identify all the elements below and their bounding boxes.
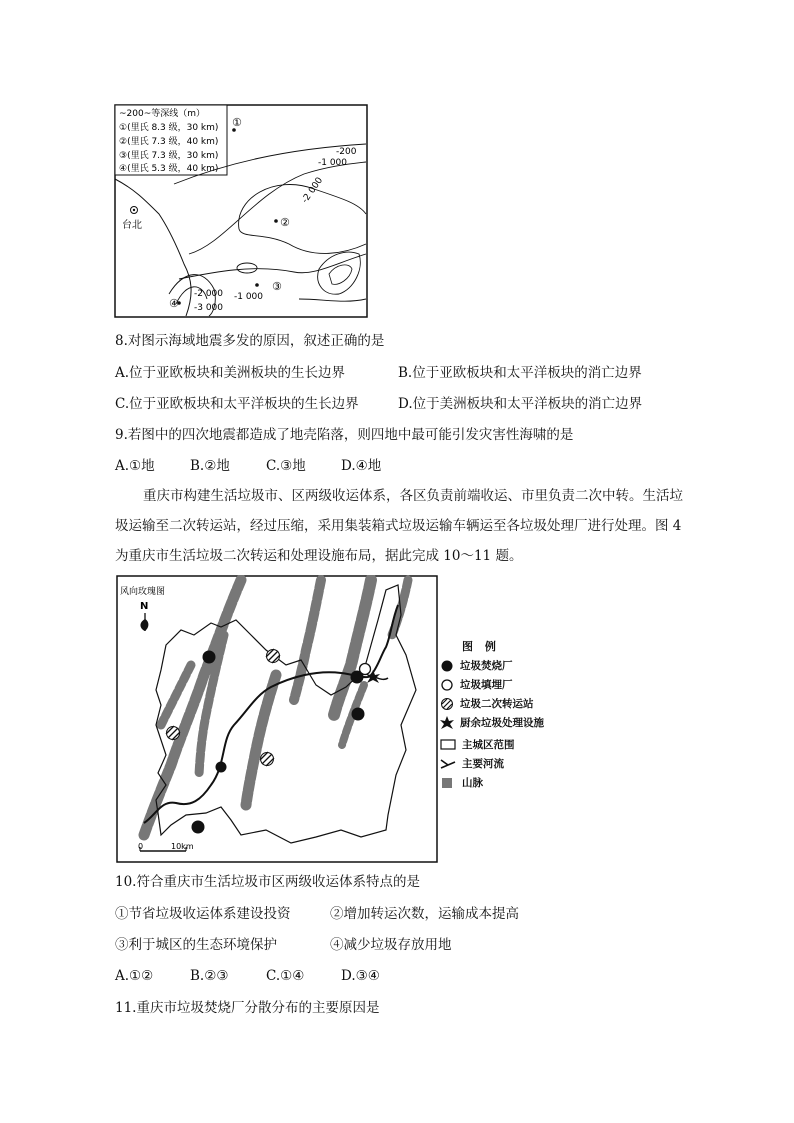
q8-option-b[interactable]: B.位于亚欧板块和太平洋板块的消亡边界	[398, 365, 642, 381]
wind-rose-label: 风向玫瑰图	[120, 587, 166, 597]
seafloor-contour-map	[114, 104, 368, 318]
q10-statement-3: ③利于城区的生态环境保护	[115, 937, 277, 953]
landfill	[360, 664, 371, 675]
legend-incinerator: 垃圾焚烧厂	[440, 658, 513, 673]
q8-stem: 8.对图示海域地震多发的原因，叙述正确的是	[115, 333, 385, 349]
depth-label: -200	[336, 147, 357, 157]
q9-option-b[interactable]: B.②地	[190, 458, 230, 474]
q10-option-a[interactable]: A.①②	[115, 968, 154, 984]
transfer-icon	[440, 697, 454, 711]
q8-option-d[interactable]: D.位于美洲板块和太平洋板块的消亡边界	[398, 396, 643, 412]
legend-river: 主要河流	[440, 756, 504, 771]
legend-q4: ④(里氏 5.3 级，40 km)	[119, 164, 219, 174]
q10-option-c[interactable]: C.①④	[266, 968, 305, 984]
q10-stem: 10.符合重庆市生活垃圾市区两级收运体系特点的是	[115, 874, 420, 890]
river-icon	[440, 758, 456, 770]
north-label: N	[140, 601, 149, 612]
quake-label-3: ③	[272, 280, 282, 293]
depth-label: -1 000	[318, 158, 348, 168]
q10-statement-1: ①节省垃圾收运体系建设投资	[115, 906, 291, 922]
passage-text: 重庆市构建生活垃圾市、区两级收运体系，各区负责前端收运、市里负责二次中转。生活垃圾运输至二次转运站，经过压缩，采用集装箱式垃圾运输车辆运至各垃圾处理厂进行处理。图 4 为重庆市生活垃圾二次转运和处理设施布局，据此完成 10～11 题。	[115, 488, 683, 564]
legend-contour: ~200~等深线（m）	[119, 109, 206, 119]
quake-point-2	[274, 219, 278, 223]
urban-icon	[440, 739, 456, 751]
scale-zero: 0	[138, 842, 144, 851]
q8-option-c[interactable]: C.位于亚欧板块和太平洋板块的生长边界	[115, 396, 359, 412]
q10-option-b[interactable]: B.②③	[190, 968, 229, 984]
q10-statement-2: ②增加转运次数，运输成本提高	[330, 906, 519, 922]
legend-urban: 主城区范围	[440, 737, 515, 752]
city-label: 台北	[122, 220, 142, 231]
mountain-icon	[440, 777, 456, 789]
depth-label: -2 000	[194, 289, 224, 299]
depth-label: -1 000	[234, 292, 264, 302]
legend-q2: ②(里氏 7.3 级，40 km)	[119, 137, 219, 147]
legend-transfer: 垃圾二次转运站	[440, 696, 534, 711]
depth-label: -2 000	[300, 175, 326, 206]
chongqing-facility-map	[116, 575, 438, 863]
legend-title: 图 例	[462, 640, 500, 653]
scale-ten: 10km	[171, 842, 194, 851]
incinerator	[203, 651, 216, 664]
quake-point-3	[255, 283, 259, 287]
quake-label-1: ①	[232, 116, 242, 129]
q8-option-a[interactable]: A.位于亚欧板块和美洲板块的生长边界	[115, 365, 346, 381]
legend-q3: ③(里氏 7.3 级，30 km)	[119, 151, 219, 161]
q9-option-c[interactable]: C.③地	[266, 458, 306, 474]
city-dot	[133, 209, 135, 211]
legend-landfill: 垃圾填埋厂	[440, 677, 513, 692]
incinerator	[192, 821, 205, 834]
q9-stem: 9.若图中的四次地震都造成了地壳陷落，则四地中最可能引发灾害性海啸的是	[115, 427, 574, 443]
quake-label-2: ②	[280, 216, 290, 229]
kitchen-icon	[440, 716, 454, 730]
incinerator	[216, 762, 227, 773]
legend-mountain: 山脉	[440, 775, 483, 790]
map-legend	[440, 638, 590, 798]
legend-q1: ①(里氏 8.3 级，30 km)	[119, 123, 219, 133]
quake-label-4: ④	[169, 297, 179, 310]
q10-option-d[interactable]: D.③④	[341, 968, 380, 984]
q11-stem: 11.重庆市垃圾焚烧厂分散分布的主要原因是	[115, 1000, 380, 1016]
legend-kitchen: 厨余垃圾处理设施	[440, 715, 544, 730]
q9-option-d[interactable]: D.④地	[341, 458, 382, 474]
incinerator-icon	[440, 659, 454, 673]
incinerator	[352, 708, 365, 721]
q10-statement-4: ④减少垃圾存放用地	[330, 937, 452, 953]
landfill-icon	[440, 678, 454, 692]
depth-label: -3 000	[194, 303, 224, 313]
q9-option-a[interactable]: A.①地	[115, 458, 155, 474]
